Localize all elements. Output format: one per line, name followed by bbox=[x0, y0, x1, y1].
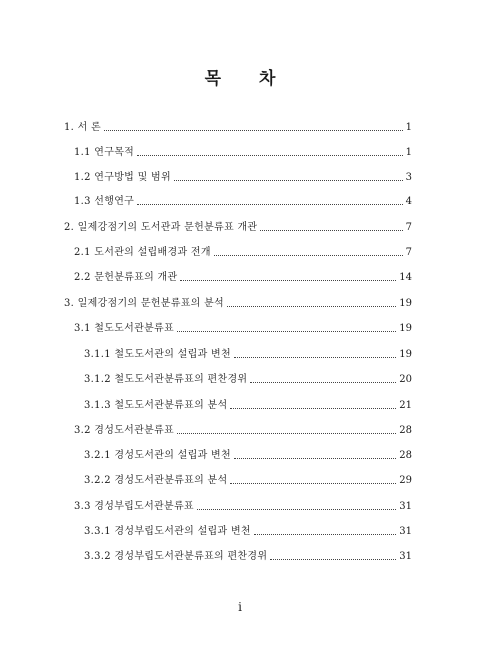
toc-entry[interactable] bbox=[74, 421, 412, 437]
toc-entry[interactable] bbox=[84, 446, 412, 462]
toc-entry-page: 1 bbox=[405, 147, 412, 158]
toc-entry[interactable] bbox=[84, 370, 412, 386]
toc-entry[interactable] bbox=[84, 471, 412, 487]
toc-entry[interactable] bbox=[64, 218, 412, 234]
toc-entry-page: 29 bbox=[399, 475, 412, 486]
toc-entry-page: 7 bbox=[405, 247, 412, 258]
toc-entry-label: 3.1.2 철도도서관분류표의 편찬경위 bbox=[84, 374, 248, 385]
dot-leader bbox=[230, 408, 396, 409]
dot-leader bbox=[180, 280, 396, 281]
toc-entry-page: 1 bbox=[405, 122, 412, 133]
toc-entry-label: 3.1.1 철도도서관의 설립과 변천 bbox=[84, 349, 231, 360]
toc-entry-label: 1.3 선행연구 bbox=[74, 196, 135, 207]
dot-leader bbox=[234, 357, 396, 358]
toc-entry-label: 3.2.1 경성도서관의 설립과 변천 bbox=[84, 450, 231, 461]
dot-leader bbox=[254, 534, 396, 535]
toc-entry-label: 3. 일제강점기의 문헌분류표의 분석 bbox=[64, 298, 225, 309]
toc-entry-label: 2.1 도서관의 설립배경과 전개 bbox=[74, 247, 211, 258]
dot-leader bbox=[137, 204, 403, 205]
toc-entry-label: 3.2.2 경성도서관분류표의 분석 bbox=[84, 475, 228, 486]
dot-leader bbox=[214, 255, 403, 256]
toc-entry-label: 3.3.1 경성부립도서관의 설립과 변천 bbox=[84, 526, 251, 537]
toc-entry-page: 19 bbox=[399, 323, 412, 334]
dot-leader bbox=[174, 180, 403, 181]
toc-entry-label: 3.2 경성도서관분류표 bbox=[74, 425, 174, 436]
dot-leader bbox=[250, 382, 396, 383]
toc-entry[interactable] bbox=[64, 118, 412, 134]
toc-entry[interactable] bbox=[64, 294, 412, 310]
toc-entry[interactable] bbox=[74, 497, 412, 513]
toc-entry-page: 28 bbox=[399, 450, 412, 461]
toc-entry[interactable] bbox=[74, 143, 412, 159]
dot-leader bbox=[197, 509, 396, 510]
toc-entry-label: 2. 일제강점기의 도서관과 문헌분류표 개관 bbox=[64, 222, 258, 233]
toc-entry[interactable] bbox=[74, 168, 412, 184]
toc-entry[interactable] bbox=[84, 396, 412, 412]
toc-entry-label: 1.1 연구목적 bbox=[74, 147, 135, 158]
toc-entry-label: 3.3.2 경성부립도서관분류표의 편찬경위 bbox=[84, 551, 268, 562]
dot-leader bbox=[260, 230, 402, 231]
page-number: i bbox=[238, 600, 242, 614]
toc-entry-label: 3.3 경성부립도서관분류표 bbox=[74, 501, 194, 512]
toc-entry-label: 3.1 철도도서관분류표 bbox=[74, 323, 174, 334]
toc-entry-page: 31 bbox=[399, 501, 412, 512]
dot-leader bbox=[177, 433, 396, 434]
dot-leader bbox=[227, 306, 396, 307]
toc-entry[interactable] bbox=[84, 345, 412, 361]
toc-entry-page: 21 bbox=[399, 400, 412, 411]
toc-entry[interactable] bbox=[74, 243, 412, 259]
toc-entry[interactable] bbox=[74, 319, 412, 335]
page-title: 목 차 bbox=[204, 69, 292, 89]
toc-entry-page: 19 bbox=[399, 298, 412, 309]
toc-entry-page: 14 bbox=[399, 272, 412, 283]
toc-entry[interactable] bbox=[84, 547, 412, 563]
toc-entry-page: 31 bbox=[399, 526, 412, 537]
toc-entry-page: 4 bbox=[405, 196, 412, 207]
toc-entry[interactable] bbox=[74, 192, 412, 208]
toc-entry[interactable] bbox=[84, 522, 412, 538]
toc-entry-page: 3 bbox=[405, 172, 412, 183]
dot-leader bbox=[234, 458, 396, 459]
toc-entry-label: 2.2 문헌분류표의 개관 bbox=[74, 272, 178, 283]
toc-entry-page: 31 bbox=[399, 551, 412, 562]
toc-entry-label: 3.1.3 철도도서관분류표의 분석 bbox=[84, 400, 228, 411]
toc-entry-label: 1.2 연구방법 및 범위 bbox=[74, 172, 171, 183]
toc-entry[interactable] bbox=[74, 268, 412, 284]
dot-leader bbox=[230, 483, 396, 484]
toc-entry-label: 1. 서 론 bbox=[64, 122, 102, 133]
toc-entry-page: 20 bbox=[399, 374, 412, 385]
dot-leader bbox=[177, 331, 396, 332]
toc-entry-page: 19 bbox=[399, 349, 412, 360]
dot-leader bbox=[270, 559, 396, 560]
toc-entry-page: 28 bbox=[399, 425, 412, 436]
toc-entry-page: 7 bbox=[405, 222, 412, 233]
dot-leader bbox=[137, 155, 403, 156]
dot-leader bbox=[104, 130, 403, 131]
